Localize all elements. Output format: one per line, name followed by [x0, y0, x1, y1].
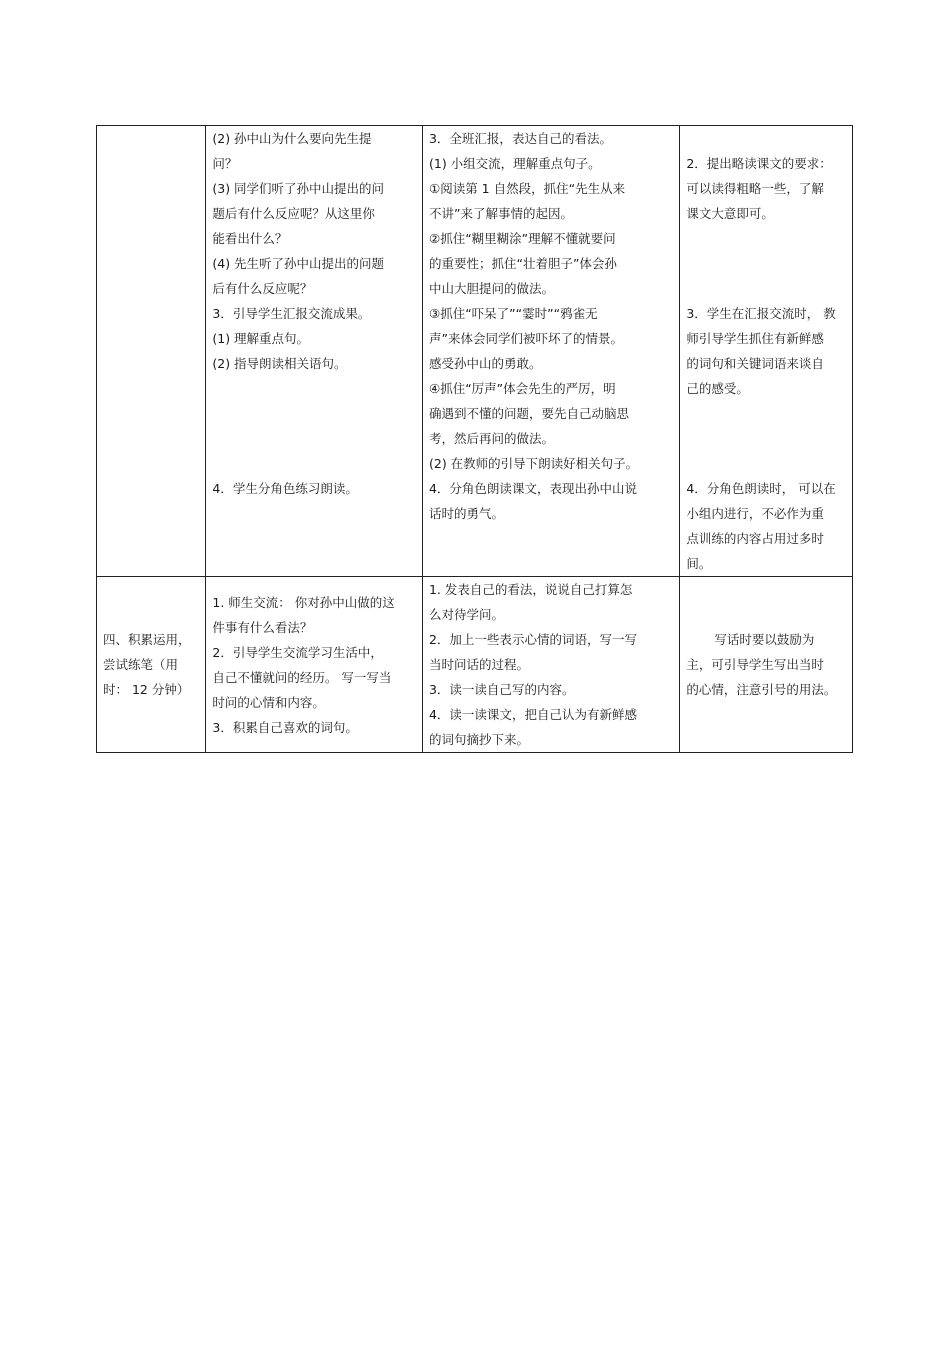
cell-line: 确遇到不懂的问题，要先自己动脑思 — [428, 406, 629, 421]
cell-line: 的重要性；抓住“壮着胆子”体会孙 — [428, 256, 617, 271]
cell-line: 时问的心情和内容。 — [212, 694, 325, 710]
cell-line: 3．学生在汇报交流时， 教 — [686, 306, 836, 321]
cell-line: 声”来体会同学们被吓坏了的情景。 — [428, 331, 623, 346]
cell-line: 己的感受。 — [686, 381, 749, 396]
cell-line: ③抓住“吓呆了”“霎时”“鸦雀无 — [428, 306, 598, 321]
cell-line: 3．引导学生汇报交流成果。 — [212, 306, 371, 321]
cell-line: 中山大胆提问的做法。 — [428, 281, 554, 296]
cell-line: 尝试练笔（用 — [103, 657, 179, 672]
cell-line: 点训练的内容占用过多时 — [686, 531, 824, 546]
blank-line — [686, 401, 846, 426]
cell-line: (2) 指导朗读相关语句。 — [212, 356, 347, 371]
cell-line: (4) 先生听了孙中山提出的问题 — [212, 256, 385, 271]
student-activity-cell — [422, 577, 679, 753]
cell-line: 件事有什么看法？ — [212, 619, 313, 635]
teacher-activity-cell — [206, 577, 423, 753]
cell-line: 2．加上一些表示心情的词语，写一写 — [428, 632, 637, 647]
blank-line — [686, 276, 846, 301]
cell-line: 可以读得粗略一些，了解 — [686, 181, 824, 196]
blank-line — [686, 226, 846, 251]
table-row — [97, 577, 853, 753]
cell-line: 考，然后再问的做法。 — [428, 431, 554, 446]
cell-line: 能看出什么？ — [212, 231, 288, 246]
cell-line: 时： 12 分钟） — [103, 682, 190, 697]
cell-line: ④抓住“厉声”体会先生的严厉，明 — [428, 381, 616, 396]
cell-line: 的词句摘抄下来。 — [428, 732, 529, 747]
cell-line: 间。 — [686, 556, 712, 571]
cell-line: 么对待学问。 — [428, 607, 504, 622]
cell-line: 3．积累自己喜欢的词句。 — [212, 719, 358, 735]
cell-line: 写话时要以鼓励为 — [714, 632, 815, 647]
cell-line: (1) 小组交流，理解重点句子。 — [428, 156, 601, 171]
cell-line: ①阅读第 1 自然段，抓住“先生从来 — [428, 181, 626, 196]
blank-line — [686, 451, 846, 476]
student-activity-cell — [422, 126, 679, 577]
blank-line — [686, 126, 846, 151]
table-row — [97, 126, 853, 577]
cell-line: 的心情，注意引号的用法。 — [686, 682, 837, 697]
cell-line: (1) 理解重点句。 — [212, 331, 310, 346]
cell-line: 不讲”来了解事情的起因。 — [428, 206, 573, 221]
blank-line — [212, 376, 416, 401]
cell-line: 四、积累运用， — [103, 632, 191, 647]
stage-cell — [97, 126, 206, 577]
blank-line — [212, 426, 416, 451]
cell-line: 4．学生分角色练习朗读。 — [212, 481, 358, 496]
lesson-plan-table — [96, 125, 853, 753]
cell-line: 当时问话的过程。 — [428, 657, 529, 672]
cell-line: 4．读一读课文，把自己认为有新鲜感 — [428, 707, 637, 722]
blank-line — [686, 426, 846, 451]
cell-line: 4．分角色朗读时， 可以在 — [686, 481, 836, 496]
cell-line: 话时的勇气。 — [428, 506, 504, 521]
cell-line: 的词句和关键词语来谈自 — [686, 356, 824, 371]
stage-cell — [97, 577, 206, 753]
cell-line: (2) 孙中山为什么要向先生提 — [212, 131, 372, 146]
cell-line: 问？ — [212, 156, 238, 171]
cell-line: 1. 师生交流： 你对孙中山做的这 — [212, 594, 395, 610]
cell-line: 题后有什么反应呢？从这里你 — [212, 206, 375, 221]
cell-line: 4．分角色朗读课文，表现出孙中山说 — [428, 481, 637, 496]
cell-line: 2．引导学生交流学习生活中， — [212, 644, 383, 660]
cell-line: 1. 发表自己的看法，说说自己打算怎 — [428, 582, 633, 597]
cell-line: 师引导学生抓住有新鲜感 — [686, 331, 824, 346]
notes-cell — [680, 577, 853, 753]
cell-line: 2．提出略读课文的要求： — [686, 156, 832, 171]
cell-line: 自己不懂就问的经历。 写一写当 — [212, 669, 392, 685]
blank-line — [686, 251, 846, 276]
cell-line: ②抓住“糊里糊涂”理解不懂就要问 — [428, 231, 616, 246]
cell-line: (2) 在教师的引导下朗读好相关句子。 — [428, 456, 639, 471]
teacher-activity-cell — [206, 126, 423, 577]
blank-line — [212, 451, 416, 476]
cell-line: 3．全班汇报，表达自己的看法。 — [428, 131, 612, 146]
blank-line — [212, 401, 416, 426]
cell-line: 课文大意即可。 — [686, 206, 774, 221]
cell-line: (3) 同学们听了孙中山提出的问 — [212, 181, 385, 196]
cell-line: 后有什么反应呢？ — [212, 281, 313, 296]
notes-cell — [680, 126, 853, 577]
cell-line: 感受孙中山的勇敢。 — [428, 356, 542, 371]
cell-line: 主，可引导学生写出当时 — [686, 657, 824, 672]
cell-line: 3．读一读自己写的内容。 — [428, 682, 575, 697]
cell-line: 小组内进行，不必作为重 — [686, 506, 824, 521]
